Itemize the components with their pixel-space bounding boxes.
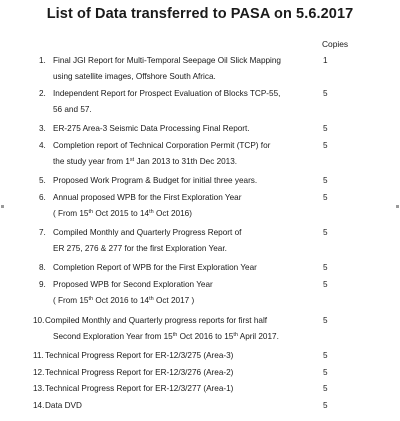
item-text: Independent Report for Prospect Evaluation of Blocks TCP-55,	[53, 89, 281, 98]
item-number: 4.	[39, 141, 46, 150]
item-copies: 5	[323, 141, 328, 150]
item-copies: 5	[323, 228, 328, 237]
item-text: Annual proposed WPB for the First Exploration Year	[53, 193, 242, 202]
item-text: Compiled Monthly and Quarterly Progress Report of	[53, 228, 242, 237]
item-copies: 5	[323, 384, 328, 393]
item-copies: 5	[323, 89, 328, 98]
item-text: Compiled Monthly and Quarterly progress reports for first half	[45, 316, 268, 325]
item-text: Proposed Work Program & Budget for initial three years.	[53, 176, 258, 185]
item-text: Proposed WPB for Second Exploration Year	[53, 280, 213, 289]
item-number: 5.	[39, 176, 46, 185]
item-copies: 5	[323, 124, 328, 133]
item-number: 2.	[39, 89, 46, 98]
item-text-continued: 56 and 57.	[53, 105, 92, 114]
item-text-continued: using satellite images, Offshore South Africa.	[53, 72, 216, 81]
scan-edge-mark	[396, 205, 399, 208]
item-copies: 5	[323, 280, 328, 289]
item-number: 3.	[39, 124, 46, 133]
copies-column-header: Copies	[322, 39, 349, 49]
item-copies: 5	[323, 193, 328, 202]
item-text: Data DVD	[45, 401, 82, 410]
item-copies: 5	[323, 401, 328, 410]
item-copies: 5	[323, 351, 328, 360]
item-copies: 5	[323, 176, 328, 185]
page-title: List of Data transferred to PASA on 5.6.2017	[46, 6, 354, 22]
item-text: Technical Progress Report for ER-12/3/275 (Area-3)	[45, 351, 234, 360]
item-copies: 5	[323, 368, 328, 377]
item-text: Completion report of Technical Corporation Permit (TCP) for	[53, 141, 271, 150]
item-text: Technical Progress Report for ER-12/3/277 (Area-1)	[45, 384, 234, 393]
item-number: 10.	[33, 316, 45, 325]
item-copies: 5	[323, 316, 328, 325]
item-number: 11.	[33, 351, 44, 360]
item-text-continued: Second Exploration Year from 15th Oct 2016 to 15th April 2017.	[53, 332, 279, 341]
item-text: Technical Progress Report for ER-12/3/276 (Area-2)	[45, 368, 234, 377]
item-number: 8.	[39, 263, 46, 272]
item-number: 12.	[33, 368, 45, 377]
item-text: ER-275 Area-3 Seismic Data Processing Final Report.	[53, 124, 250, 133]
item-number: 9.	[39, 280, 46, 289]
item-number: 7.	[39, 228, 46, 237]
item-text-continued: ER 275, 276 & 277 for the first Exploration Year.	[53, 244, 227, 253]
item-text-continued: ( From 15th Oct 2016 to 14th Oct 2017 )	[53, 296, 195, 305]
item-text-continued: the study year from 1st Jan 2013 to 31th Dec 2013.	[53, 157, 238, 166]
scan-edge-mark	[1, 205, 4, 208]
item-copies: 1	[323, 56, 328, 65]
item-number: 13.	[33, 384, 45, 393]
item-number: 1.	[39, 56, 46, 65]
item-number: 6.	[39, 193, 46, 202]
item-text: Completion Report of WPB for the First Exploration Year	[53, 263, 257, 272]
item-text: Final JGI Report for Multi-Temporal Seepage Oil Slick Mapping	[53, 56, 281, 65]
item-copies: 5	[323, 263, 328, 272]
item-number: 14.	[33, 401, 45, 410]
item-text-continued: ( From 15th Oct 2015 to 14th Oct 2016)	[53, 209, 192, 218]
